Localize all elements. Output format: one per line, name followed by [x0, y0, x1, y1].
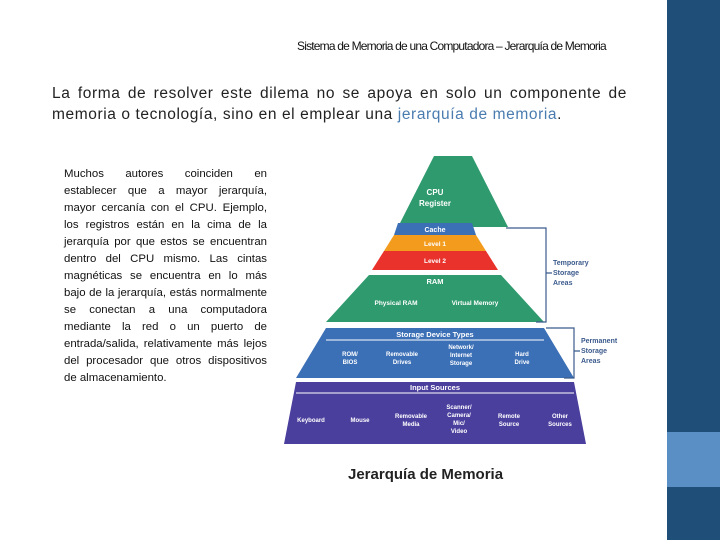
other-sources-label-1: Other — [551, 414, 569, 420]
intro-end: . — [557, 106, 563, 123]
body-paragraph: Muchos autores coinciden en establecer que a mayor jerarquía, mayor cercanía con el CPU. Ejemplo, los registros están en la cima de la jerarquía por que estos se encuentran dentro del CPU mismo. Las cintas magnéticas se encuentra en lo más bajo de la jerarquía, estás normalmente se conectan a una computadora mediante la red o un puerto de entrada/salida, relativamente más lejos del procesador que otros dispositivos de almacenamiento. — [64, 168, 267, 384]
figure-caption: Jerarquía de Memoria — [348, 466, 504, 483]
permanent-storage-label-3: Areas — [581, 358, 601, 365]
permanent-storage-label-2: Storage — [581, 348, 608, 355]
level2-label: Level 2 — [423, 258, 447, 265]
temporary-storage-label-2: Storage — [553, 270, 580, 277]
slide-title: Sistema de Memoria de una Computadora – Jerarquía de Memoria — [297, 39, 606, 53]
level1-label: Level 1 — [423, 241, 447, 248]
removable-drives-label-2: Drives — [392, 360, 412, 366]
sidebar-accent — [667, 432, 720, 487]
memory-hierarchy-figure — [274, 132, 646, 502]
keyboard-label: Keyboard — [297, 418, 325, 424]
mouse-label: Mouse — [350, 418, 370, 424]
intro-text: La forma de resolver este dilema no se apoya en solo un componente de memoria o tecnología, sino en el emplear una — [52, 85, 627, 123]
temporary-storage-label-3: Areas — [553, 280, 573, 287]
network-storage-label-3: Storage — [449, 361, 473, 367]
cache-label: Cache — [424, 227, 446, 234]
other-sources-label-2: Sources — [548, 422, 572, 428]
network-storage-label-1: Network/ — [448, 345, 474, 351]
remote-source-label-2: Source — [498, 422, 520, 428]
virtual-memory-label: Virtual Memory — [451, 300, 499, 307]
right-sidebar — [667, 0, 720, 540]
storage-types-label: Storage Device Types — [396, 330, 474, 339]
cpu-register-label: Register — [418, 199, 452, 208]
temporary-storage-label-1: Temporary — [553, 260, 589, 267]
cpu-tier — [398, 156, 508, 227]
rom-bios-label-2: BIOS — [342, 360, 358, 366]
network-storage-label-2: Internet — [449, 353, 473, 359]
removable-drives-label-1: Removable — [385, 352, 419, 358]
scanner-label-3: Mic/ — [453, 421, 465, 427]
hard-drive-label-1: Hard — [515, 352, 529, 358]
remote-source-label-1: Remote — [497, 414, 521, 420]
removable-media-label-1: Removable — [394, 414, 428, 420]
pyramid-diagram — [274, 132, 646, 502]
cpu-label: CPU — [426, 188, 444, 197]
input-sources-label: Input Sources — [409, 383, 461, 392]
scanner-label-1: Scanner/ — [446, 405, 472, 411]
removable-media-label-2: Media — [402, 422, 420, 428]
intro-paragraph — [52, 83, 627, 125]
hard-drive-label-2: Drive — [514, 360, 530, 366]
ram-label: RAM — [426, 277, 444, 286]
rom-bios-label-1: ROM/ — [342, 352, 358, 358]
scanner-label-4: Video — [450, 429, 468, 435]
permanent-storage-label-1: Permanent — [581, 338, 618, 345]
physical-ram-label: Physical RAM — [374, 300, 418, 307]
scanner-label-2: Camera/ — [447, 413, 471, 419]
intro-highlight: jerarquía de memoria — [397, 106, 558, 123]
